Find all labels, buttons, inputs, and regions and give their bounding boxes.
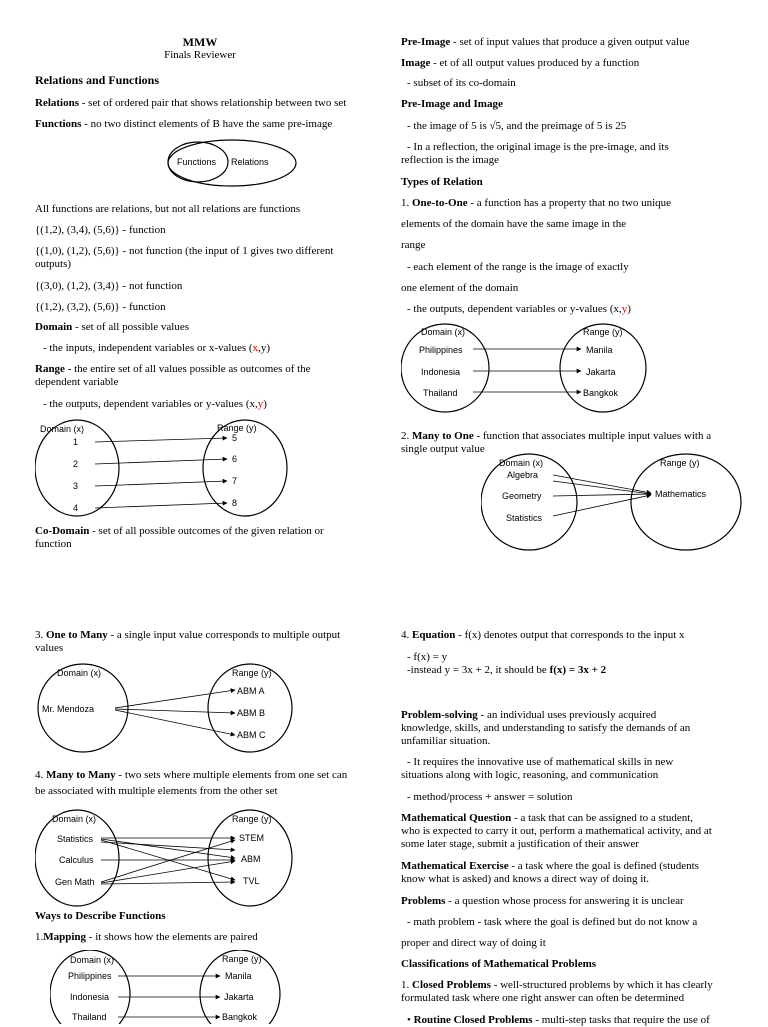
- image-sub: - subset of its co-domain: [407, 77, 516, 89]
- diagram1-arrow: [95, 481, 227, 486]
- diagram3-arrow: [553, 494, 651, 496]
- diagram6-output: Jakarta: [224, 992, 254, 1002]
- one-to-one-sub1: - each element of the range is the image of exactly: [407, 261, 629, 273]
- doc-title: MMW: [182, 35, 218, 49]
- domain-sub: - the inputs, independent variables or x-values (x,y): [43, 342, 270, 354]
- diagram4-input: Mr. Mendoza: [42, 704, 95, 714]
- diagram5-arrow: [101, 861, 235, 883]
- equation-sub1: - f(x) = y: [407, 651, 448, 663]
- diagram4-arrow: [115, 690, 235, 708]
- diagram6-output: Bangkok: [222, 1012, 258, 1022]
- diagram6-input: Philippines: [68, 971, 112, 981]
- diagram6-range-label: Range (y): [222, 954, 262, 964]
- diagram5-input: Statistics: [57, 834, 94, 844]
- example-2: {(1,0), (1,2), (5,6)} - not function (the input of 1 gives two different outputs): [35, 245, 334, 270]
- routine-closed-problems: • Routine Closed Problems - multi-step tasks that require the use of: [407, 1014, 710, 1026]
- doc-subtitle: Finals Reviewer: [164, 49, 236, 61]
- problem-solving-sub2: - method/process + answer = solution: [407, 791, 573, 803]
- mapping-diagram-numbers: [35, 418, 305, 518]
- diagram5-domain-label: Domain (x): [52, 814, 97, 824]
- diagram2-output: Manila: [586, 345, 613, 355]
- venn-functions-label: Functions: [177, 157, 217, 167]
- diagram1-output: 7: [232, 476, 238, 486]
- diagram5-output: STEM: [239, 833, 265, 843]
- diagram6-input: Thailand: [72, 1012, 107, 1022]
- one-to-one-definition: 1. One-to-One - a function has a property that no two unique: [401, 197, 672, 209]
- diagram6-output: Manila: [225, 971, 252, 981]
- diagram1-arrow: [95, 503, 227, 508]
- range-definition: Range - the entire set of all values possible as outcomes of the dependent variable: [35, 363, 311, 388]
- math-exercise-definition: Mathematical Exercise - a task where the goal is defined (students know what is asked) and knows a direct way of doing it.: [401, 860, 699, 885]
- problem-solving-definition: Problem-solving - an individual uses previously acquired knowledge, skills, and understanding to satisfy the demands of an unfamiliar situation.: [401, 709, 691, 747]
- image-definition: Image - et of all output values produced by a function: [401, 57, 640, 69]
- diagram4-output: ABM C: [237, 730, 266, 740]
- venn-diagram: [165, 138, 300, 190]
- diagram1-arrow: [95, 438, 227, 442]
- diagram3-input: Algebra: [507, 470, 539, 480]
- mapping-definition: 1.Mapping - it shows how the elements are paired: [35, 931, 258, 943]
- diagram1-range-label: Range (y): [217, 423, 257, 433]
- diagram3-arrow: [553, 495, 651, 516]
- many-to-many-definition: 4. Many to Many - two sets where multiple elements from one set can be associated with multiple elements from the other set: [35, 769, 348, 797]
- diagram2-range-label: Range (y): [583, 327, 623, 337]
- functions-definition: Functions - no two distinct elements of B have the same pre-image: [35, 118, 333, 130]
- one-to-one-sub2: one element of the domain: [401, 282, 519, 294]
- diagram3-domain-label: Domain (x): [499, 458, 544, 468]
- ways-heading: Ways to Describe Functions: [35, 910, 166, 922]
- diagram5-output: TVL: [243, 876, 260, 886]
- diagram2-input: Philippines: [419, 345, 463, 355]
- diagram4-output: ABM B: [237, 708, 266, 718]
- closed-problems-definition: 1. Closed Problems - well-structured problems by which it has clearly formulated task where one right answer can often be determined: [401, 979, 713, 1004]
- relations-functions-heading: Relations and Functions: [35, 73, 160, 87]
- preimage-example: - the image of 5 is √5, and the preimage of 5 is 25: [407, 120, 627, 132]
- relations-definition: Relations - set of ordered pair that shows relationship between two set: [35, 97, 347, 109]
- diagram2-domain-label: Domain (x): [421, 327, 466, 337]
- diagram2-output: Bangkok: [583, 388, 619, 398]
- diagram1-domain-label: Domain (x): [40, 424, 85, 434]
- diagram1-input: 1: [73, 437, 79, 447]
- example-3: {(3,0), (1,2), (3,4)} - not function: [35, 280, 183, 292]
- diagram3-arrow: [553, 475, 651, 493]
- diagram1-input: 2: [73, 459, 79, 469]
- many-to-one-definition: 2. Many to One - function that associates multiple input values with a single output value: [401, 430, 712, 455]
- diagram6-domain-label: Domain (x): [70, 955, 115, 965]
- mapping-diagram-one-to-one: [401, 322, 681, 414]
- equation-definition: 4. Equation - f(x) denotes output that corresponds to the input x: [401, 629, 685, 641]
- diagram5-range-label: Range (y): [232, 814, 272, 824]
- diagram3-range-label: Range (y): [660, 458, 700, 468]
- one-to-one-line3: range: [401, 239, 426, 251]
- example-4: {(1,2), (3,2), (5,6)} - function: [35, 301, 166, 313]
- domain-definition: Domain - set of all possible values: [35, 321, 189, 333]
- diagram5-input: Gen Math: [55, 877, 95, 887]
- mapping-diagram-many-to-one: [481, 452, 751, 554]
- equation-sub2: -instead y = 3x + 2, it should be f(x) = 3x + 2: [407, 664, 607, 676]
- diagram4-domain-label: Domain (x): [57, 668, 102, 678]
- preimage-definition: Pre-Image - set of input values that produce a given output value: [401, 36, 690, 48]
- diagram1-arrow: [95, 459, 227, 464]
- diagram5-output: ABM: [241, 854, 261, 864]
- preimage-image-heading: Pre-Image and Image: [401, 98, 503, 110]
- diagram4-range-label: Range (y): [232, 668, 272, 678]
- types-heading: Types of Relation: [401, 176, 483, 188]
- one-to-many-definition: 3. One to Many - a single input value corresponds to multiple output values: [35, 629, 341, 654]
- range-sub: - the outputs, dependent variables or y-values (x,y): [43, 398, 267, 410]
- diagram6-input: Indonesia: [70, 992, 110, 1002]
- diagram3-arrow: [553, 481, 651, 494]
- diagram2-input: Thailand: [423, 388, 458, 398]
- diagram4-arrow: [115, 710, 235, 735]
- venn-relations-label: Relations: [231, 157, 269, 167]
- page-header: [0, 36, 400, 62]
- diagram1-output: 6: [232, 454, 238, 464]
- one-to-one-sub3: - the outputs, dependent variables or y-values (x,y): [407, 303, 631, 315]
- diagram3-output: Mathematics: [655, 489, 707, 499]
- diagram1-input: 4: [73, 503, 79, 513]
- problems-definition: Problems - a question whose process for answering it is unclear: [401, 895, 684, 907]
- diagram2-output: Jakarta: [586, 367, 616, 377]
- codomain-definition: Co-Domain - set of all possible outcomes of the given relation or function: [35, 525, 324, 550]
- math-question-definition: Mathematical Question - a task that can be assigned to a student, who is expected to carry it out, perform a mathematical activity, and at some later stage, submit a justification of their answer: [401, 812, 712, 850]
- problems-sub1: - math problem - task where the goal is defined but do not know a: [407, 916, 698, 928]
- one-to-one-line2: elements of the domain have the same image in the: [401, 218, 627, 230]
- problem-solving-sub1: - It requires the innovative use of mathematical skills in new situations along with logic, reasoning, and communication: [401, 756, 674, 781]
- diagram1-output: 8: [232, 498, 238, 508]
- example-1: {(1,2), (3,4), (5,6)} - function: [35, 224, 166, 236]
- diagram2-input: Indonesia: [421, 367, 461, 377]
- diagram1-input: 3: [73, 481, 79, 491]
- problems-sub2: proper and direct way of doing it: [401, 937, 546, 949]
- mapping-diagram-countries: [50, 950, 310, 1024]
- diagram3-input: Geometry: [502, 491, 542, 501]
- diagram1-output: 5: [232, 433, 238, 443]
- mapping-diagram-one-to-many: [35, 658, 310, 758]
- classifications-heading: Classifications of Mathematical Problems: [401, 958, 597, 970]
- diagram5-input: Calculus: [59, 855, 94, 865]
- diagram4-arrow: [115, 709, 235, 713]
- diagram4-output: ABM A: [237, 686, 265, 696]
- all-functions-note: All functions are relations, but not all relations are functions: [35, 203, 301, 215]
- diagram3-input: Statistics: [506, 513, 543, 523]
- mapping-diagram-many-to-many: [35, 806, 310, 911]
- reflection-note: - In a reflection, the original image is the pre-image, and its reflection is the image: [401, 141, 669, 166]
